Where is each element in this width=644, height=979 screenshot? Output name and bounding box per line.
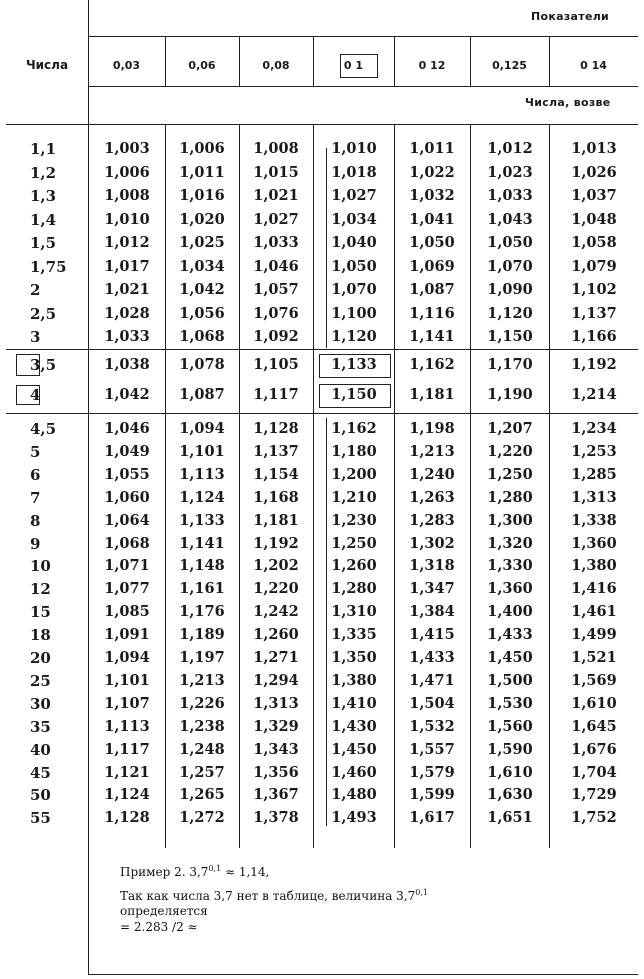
table-cell: 1,234 (571, 420, 617, 437)
table-frame (6, 0, 638, 975)
table-cell: 1,068 (104, 534, 150, 552)
table-cell: 1,415 (409, 626, 455, 644)
exponent-header: 0,08 (262, 58, 290, 72)
table-cell: 1,280 (487, 488, 533, 506)
table-cell: 1,197 (179, 649, 225, 666)
table-cell: 1,100 (331, 304, 377, 322)
table-cell: 1,180 (331, 442, 377, 460)
table-cell: 1,076 (253, 304, 299, 322)
table-cell: 1,069 (409, 257, 455, 275)
exponent-header: 0 1 (343, 58, 364, 72)
table-cell: 1,012 (104, 234, 150, 251)
table-cell: 1,133 (331, 356, 377, 373)
table-cell: 1,360 (571, 534, 617, 552)
table-cell: 1,329 (253, 717, 299, 735)
table-cell: 1,046 (104, 420, 150, 437)
table-cell: 1,150 (331, 386, 377, 403)
table-cell: 1,192 (253, 534, 299, 552)
table-cell: 1,651 (487, 809, 533, 827)
table-cell: 1,087 (179, 386, 225, 403)
table-cell: 1,579 (409, 763, 455, 781)
table-cell: 1,704 (571, 763, 617, 781)
row-number: 1,4 (30, 210, 57, 229)
table-cell: 1,207 (487, 420, 533, 437)
header-left-label: Числа (25, 58, 69, 72)
table-cell: 1,094 (104, 649, 150, 666)
table-cell: 1,213 (409, 442, 455, 460)
table-cell: 1,433 (487, 626, 533, 644)
table-cell: 1,085 (104, 603, 150, 621)
table-cell: 1,078 (179, 356, 225, 373)
table-cell: 1,430 (331, 717, 377, 735)
table-cell: 1,042 (104, 386, 150, 403)
table-cell: 1,356 (253, 763, 299, 781)
table-cell: 1,049 (104, 442, 150, 460)
table-cell: 1,220 (487, 442, 533, 460)
exponent-header: 0 14 (580, 58, 607, 72)
table-cell: 1,416 (571, 580, 617, 598)
table-cell: 1,320 (487, 534, 533, 552)
table-cell: 1,042 (179, 281, 225, 298)
row-number: 3 (30, 328, 41, 346)
header-divider (88, 86, 638, 87)
table-cell: 1,154 (253, 465, 299, 483)
table-cell: 1,338 (571, 511, 617, 529)
arrow-line (326, 148, 327, 348)
table-cell: 1,192 (571, 356, 617, 373)
table-cell: 1,238 (179, 717, 225, 735)
table-cell: 1,079 (571, 257, 617, 275)
table-cell: 1,025 (179, 234, 225, 251)
table-cell: 1,271 (253, 649, 299, 666)
table-cell: 1,008 (253, 140, 299, 157)
table-cell: 1,101 (179, 442, 225, 460)
table-cell: 1,310 (331, 603, 377, 621)
table-cell: 1,011 (409, 140, 455, 157)
table-cell: 1,116 (409, 304, 455, 322)
row-number: 1,1 (30, 140, 57, 158)
col-divider (470, 124, 471, 848)
row-number: 18 (30, 626, 51, 645)
table-cell: 1,318 (409, 557, 455, 575)
table-cell: 1,230 (331, 511, 377, 529)
row-number: 2,5 (30, 304, 57, 323)
table-cell: 1,610 (487, 763, 533, 781)
table-cell: 1,011 (179, 163, 225, 181)
table-cell: 1,610 (571, 694, 617, 712)
table-cell: 1,050 (487, 234, 533, 251)
table-cell: 1,027 (253, 210, 299, 228)
table-cell: 1,070 (487, 257, 533, 275)
table-cell: 1,120 (487, 304, 533, 322)
table-cell: 1,240 (409, 465, 455, 483)
table-cell: 1,617 (409, 809, 455, 827)
table-cell: 1,113 (104, 717, 150, 735)
table-cell: 1,532 (409, 717, 455, 735)
table-cell: 1,021 (104, 281, 150, 298)
note-line-3: определяется (120, 904, 208, 918)
table-cell: 1,087 (409, 281, 455, 298)
table-cell: 1,006 (104, 163, 150, 181)
table-cell: 1,102 (571, 281, 617, 298)
row-number: 4,5 (30, 420, 57, 438)
table-cell: 1,091 (104, 626, 150, 644)
table-cell: 1,569 (571, 671, 617, 689)
table-cell: 1,360 (487, 580, 533, 598)
table-cell: 1,013 (571, 140, 617, 157)
table-cell: 1,117 (253, 386, 299, 403)
table-cell: 1,176 (179, 603, 225, 621)
row-number: 9 (30, 534, 41, 553)
table-cell: 1,213 (179, 671, 225, 689)
table-cell: 1,010 (104, 210, 150, 228)
table-cell: 1,105 (253, 356, 299, 373)
table-cell: 1,124 (179, 488, 225, 506)
highlight-box-exponent (340, 54, 378, 78)
table-cell: 1,242 (253, 603, 299, 621)
table-cell: 1,220 (253, 580, 299, 598)
table-cell: 1,038 (104, 356, 150, 373)
table-cell: 1,343 (253, 740, 299, 758)
table-cell: 1,113 (179, 465, 225, 483)
row-number: 15 (30, 603, 51, 622)
table-cell: 1,380 (331, 671, 377, 689)
highlight-box-row-4 (16, 385, 40, 405)
table-cell: 1,034 (331, 210, 377, 228)
table-cell: 1,460 (331, 763, 377, 781)
table-cell: 1,198 (409, 420, 455, 437)
table-cell: 1,141 (409, 328, 455, 345)
table-cell: 1,493 (331, 809, 377, 827)
table-cell: 1,018 (331, 163, 377, 181)
table-cell: 1,008 (104, 187, 150, 204)
table-cell: 1,162 (331, 420, 377, 437)
row-number: 50 (30, 786, 51, 805)
table-cell: 1,557 (409, 740, 455, 758)
table-cell: 1,350 (331, 649, 377, 666)
table-cell: 1,043 (487, 210, 533, 228)
header-divider (88, 36, 638, 37)
table-cell: 1,022 (409, 163, 455, 181)
table-cell: 1,161 (179, 580, 225, 598)
table-cell: 1,117 (104, 740, 150, 758)
table-cell: 1,645 (571, 717, 617, 735)
note-line-2: Так как числа 3,7 нет в таблице, величина 3,7$^{0,1}$ (120, 888, 428, 903)
row-number: 5 (30, 442, 41, 461)
table-cell: 1,263 (409, 488, 455, 506)
row-number: 45 (30, 763, 51, 782)
table-cell: 1,101 (104, 671, 150, 689)
table-cell: 1,248 (179, 740, 225, 758)
table-cell: 1,107 (104, 694, 150, 712)
table-cell: 1,200 (331, 465, 377, 483)
table-cell: 1,676 (571, 740, 617, 758)
table-cell: 1,090 (487, 281, 533, 298)
table-cell: 1,137 (253, 442, 299, 460)
row-number: 6 (30, 465, 41, 484)
table-cell: 1,056 (179, 304, 225, 322)
table-cell: 1,016 (179, 187, 225, 204)
table-cell: 1,041 (409, 210, 455, 228)
highlight-box-row-3-5 (16, 354, 40, 376)
table-cell: 1,026 (571, 163, 617, 181)
table-cell: 1,330 (487, 557, 533, 575)
row-number: 1,2 (30, 163, 57, 182)
table-cell: 1,257 (179, 763, 225, 781)
table-cell: 1,302 (409, 534, 455, 552)
table-cell: 1,094 (179, 420, 225, 437)
table-cell: 1,590 (487, 740, 533, 758)
table-cell: 1,128 (104, 809, 150, 827)
header-top-label: Показатели (531, 10, 610, 23)
table-cell: 1,181 (253, 511, 299, 529)
table-cell: 1,137 (571, 304, 617, 322)
table-cell: 1,560 (487, 717, 533, 735)
table-cell: 1,265 (179, 786, 225, 804)
table-cell: 1,133 (179, 511, 225, 529)
table-cell: 1,033 (253, 234, 299, 251)
table-cell: 1,010 (331, 140, 377, 157)
table-cell: 1,050 (409, 234, 455, 251)
table-cell: 1,181 (409, 386, 455, 403)
row-number: 20 (30, 649, 51, 667)
table-cell: 1,384 (409, 603, 455, 621)
row-number: 1,3 (30, 187, 57, 205)
table-cell: 1,057 (253, 281, 299, 298)
exponent-header: 0,125 (492, 58, 527, 72)
table-cell: 1,530 (487, 694, 533, 712)
table-cell: 1,190 (487, 386, 533, 403)
table-cell: 1,060 (104, 488, 150, 506)
note-line-1: Пример 2. $3,7^{0,1} \approx 1,14$, (120, 864, 270, 879)
table-cell: 1,272 (179, 809, 225, 827)
table-cell: 1,055 (104, 465, 150, 483)
table-cell: 1,032 (409, 187, 455, 204)
table-cell: 1,006 (179, 140, 225, 157)
table-cell: 1,504 (409, 694, 455, 712)
row-number: 4 (30, 386, 41, 404)
row-number: 7 (30, 488, 41, 507)
table-cell: 1,729 (571, 786, 617, 804)
table-cell: 1,250 (331, 534, 377, 552)
table-cell: 1,034 (179, 257, 225, 275)
table-cell: 1,500 (487, 671, 533, 689)
note-line-4: = 2.283 /2 ≈ (120, 920, 198, 934)
table-cell: 1,630 (487, 786, 533, 804)
table-cell: 1,253 (571, 442, 617, 460)
table-bottom (88, 974, 638, 975)
table-cell: 1,050 (331, 257, 377, 275)
table-cell: 1,499 (571, 626, 617, 644)
row-number: 1,75 (30, 257, 67, 276)
table-cell: 1,202 (253, 557, 299, 575)
arrow-line (326, 418, 327, 826)
table-cell: 1,028 (104, 304, 150, 322)
table-cell: 1,450 (487, 649, 533, 666)
table-cell: 1,015 (253, 163, 299, 181)
table-cell: 1,020 (179, 210, 225, 228)
header-sub-label: Числа, возве (525, 96, 611, 109)
col-divider (549, 124, 550, 848)
table-cell: 1,433 (409, 649, 455, 666)
table-cell: 1,260 (331, 557, 377, 575)
table-cell: 1,046 (253, 257, 299, 275)
col-divider (88, 0, 89, 975)
highlight-box-value-1-150 (319, 384, 391, 408)
table-cell: 1,120 (331, 328, 377, 345)
table-cell: 1,170 (487, 356, 533, 373)
table-cell: 1,092 (253, 328, 299, 345)
row-number: 8 (30, 511, 41, 530)
col-divider (165, 124, 166, 848)
row-number: 30 (30, 694, 51, 713)
table-cell: 1,124 (104, 786, 150, 804)
highlight-box-value-1-133 (319, 354, 391, 378)
table-cell: 1,450 (331, 740, 377, 758)
table-cell: 1,048 (571, 210, 617, 228)
table-cell: 1,378 (253, 809, 299, 827)
row-number: 12 (30, 580, 51, 599)
table-cell: 1,313 (571, 488, 617, 506)
table-cell: 1,023 (487, 163, 533, 181)
table-cell: 1,068 (179, 328, 225, 345)
table-cell: 1,367 (253, 786, 299, 804)
row-number: 2 (30, 281, 41, 299)
col-divider (394, 124, 395, 848)
table-cell: 1,150 (487, 328, 533, 345)
table-cell: 1,121 (104, 763, 150, 781)
table-cell: 1,166 (571, 328, 617, 345)
table-cell: 1,214 (571, 386, 617, 403)
row-number: 3,5 (30, 356, 57, 374)
table-cell: 1,335 (331, 626, 377, 644)
table-cell: 1,037 (571, 187, 617, 204)
table-cell: 1,210 (331, 488, 377, 506)
table-cell: 1,033 (487, 187, 533, 204)
table-cell: 1,471 (409, 671, 455, 689)
row-number: 55 (30, 809, 51, 828)
table-cell: 1,071 (104, 557, 150, 575)
table-cell: 1,521 (571, 649, 617, 666)
table-cell: 1,480 (331, 786, 377, 804)
table-cell: 1,040 (331, 234, 377, 251)
exponent-header: 0,03 (112, 58, 141, 72)
table-cell: 1,752 (571, 809, 617, 827)
table-cell: 1,294 (253, 671, 299, 689)
table-cell: 1,283 (409, 511, 455, 529)
table-cell: 1,003 (104, 140, 150, 157)
row-number: 1,5 (30, 234, 57, 252)
table-cell: 1,168 (253, 488, 299, 506)
table-cell: 1,250 (487, 465, 533, 483)
table-cell: 1,313 (253, 694, 299, 712)
table-cell: 1,027 (331, 187, 377, 204)
table-cell: 1,380 (571, 557, 617, 575)
exponent-header: 0 12 (418, 58, 446, 72)
table-cell: 1,599 (409, 786, 455, 804)
header-bottom (6, 124, 638, 125)
table-cell: 1,461 (571, 603, 617, 621)
table-cell: 1,033 (104, 328, 150, 345)
row-number: 25 (30, 671, 51, 690)
col-divider (313, 124, 314, 848)
table-cell: 1,400 (487, 603, 533, 621)
row-number: 10 (30, 557, 51, 576)
table-cell: 1,077 (104, 580, 150, 598)
table-cell: 1,347 (409, 580, 455, 598)
table-cell: 1,280 (331, 580, 377, 598)
table-cell: 1,148 (179, 557, 225, 575)
table-cell: 1,017 (104, 257, 150, 275)
table-cell: 1,226 (179, 694, 225, 712)
table-cell: 1,070 (331, 281, 377, 298)
row-number: 35 (30, 717, 51, 736)
table-cell: 1,260 (253, 626, 299, 644)
table-cell: 1,162 (409, 356, 455, 373)
table-cell: 1,300 (487, 511, 533, 529)
table-cell: 1,021 (253, 187, 299, 204)
table-cell: 1,064 (104, 511, 150, 529)
row-number: 40 (30, 740, 51, 759)
col-divider (239, 124, 240, 848)
group-divider (6, 413, 638, 414)
table-cell: 1,285 (571, 465, 617, 483)
table-cell: 1,128 (253, 420, 299, 437)
table-cell: 1,141 (179, 534, 225, 552)
table-cell: 1,012 (487, 140, 533, 157)
table-cell: 1,058 (571, 234, 617, 251)
group-divider (6, 349, 638, 350)
exponent-header: 0,06 (188, 58, 216, 72)
table-cell: 1,189 (179, 626, 225, 644)
table-cell: 1,410 (331, 694, 377, 712)
